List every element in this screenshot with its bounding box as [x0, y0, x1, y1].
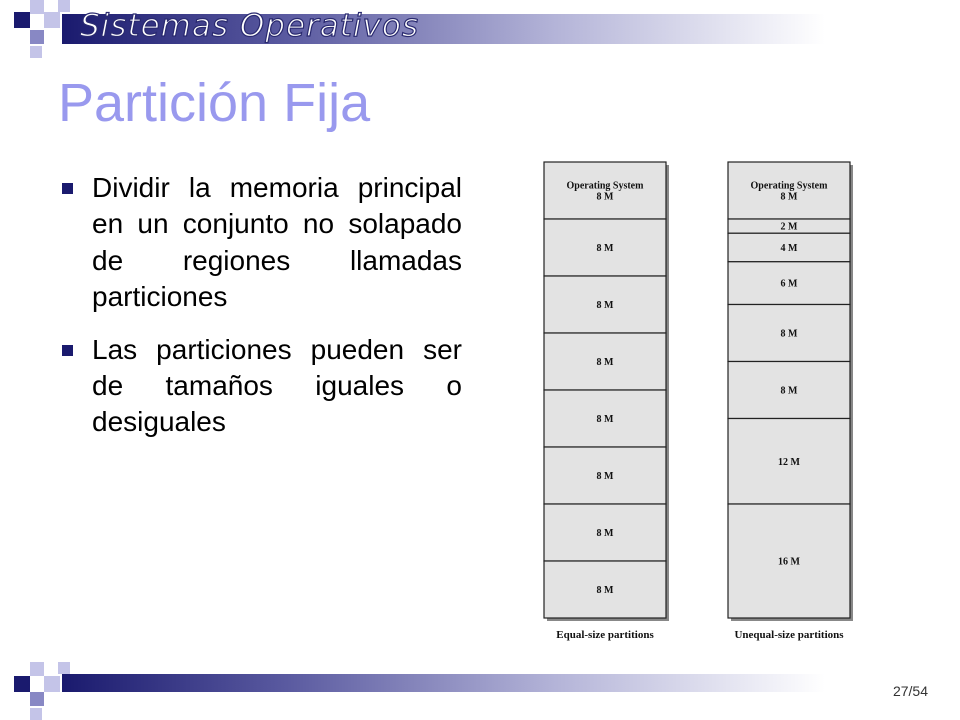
partition-label: 8 M — [596, 243, 614, 254]
unequal-column — [728, 162, 853, 641]
decor-square — [30, 708, 42, 720]
partition-label: Operating System — [750, 180, 828, 192]
partition-label: 8 M — [780, 191, 798, 203]
decor-square — [30, 30, 44, 44]
partition-label: 8 M — [596, 191, 614, 203]
footer-band — [62, 674, 960, 692]
partition-label: 8 M — [596, 471, 614, 482]
bullet-item — [58, 170, 462, 316]
page-number: 27/54 — [892, 683, 928, 699]
bullet-text: Las particiones pueden ser de tamaños iguales o desiguales — [92, 333, 462, 438]
bullet-square-icon — [62, 183, 73, 194]
decor-square — [30, 662, 44, 676]
slide-title: Partición Fija — [58, 73, 371, 133]
decor-square — [58, 0, 70, 12]
bullet-item — [58, 332, 462, 441]
column-caption: Unequal-size partitions — [734, 629, 844, 641]
partition-label: 8 M — [780, 385, 798, 397]
partition-diagram — [528, 152, 868, 652]
decor-square — [30, 46, 42, 58]
partition-label: 16 M — [778, 556, 800, 568]
partition-label: 12 M — [778, 456, 800, 468]
decor-square — [44, 676, 60, 692]
banner-title: Sistemas Operativos — [80, 8, 419, 44]
column-caption: Equal-size partitions — [556, 629, 654, 641]
partition-label: 8 M — [596, 528, 614, 539]
decor-square — [14, 12, 30, 28]
equal-column — [544, 162, 669, 641]
decor-square — [58, 662, 70, 674]
partition-label: 8 M — [596, 414, 614, 425]
bullet-square-icon — [62, 345, 73, 356]
decor-square — [30, 0, 44, 14]
decor-square — [30, 692, 44, 706]
partition-label: 4 M — [780, 243, 798, 254]
partition-label: 2 M — [780, 221, 798, 233]
partition-label: 8 M — [596, 300, 614, 311]
bullet-list — [58, 170, 462, 457]
partition-label: 8 M — [780, 328, 798, 340]
partition-label: 8 M — [596, 585, 614, 596]
decor-square — [44, 12, 60, 28]
partition-label: 6 M — [780, 278, 798, 290]
partition-label: Operating System — [566, 180, 644, 192]
decor-square — [14, 676, 30, 692]
partition-label: 8 M — [596, 357, 614, 368]
bullet-text: Dividir la memoria principal en un conjunto no solapado de regiones llamadas particiones — [92, 172, 462, 313]
